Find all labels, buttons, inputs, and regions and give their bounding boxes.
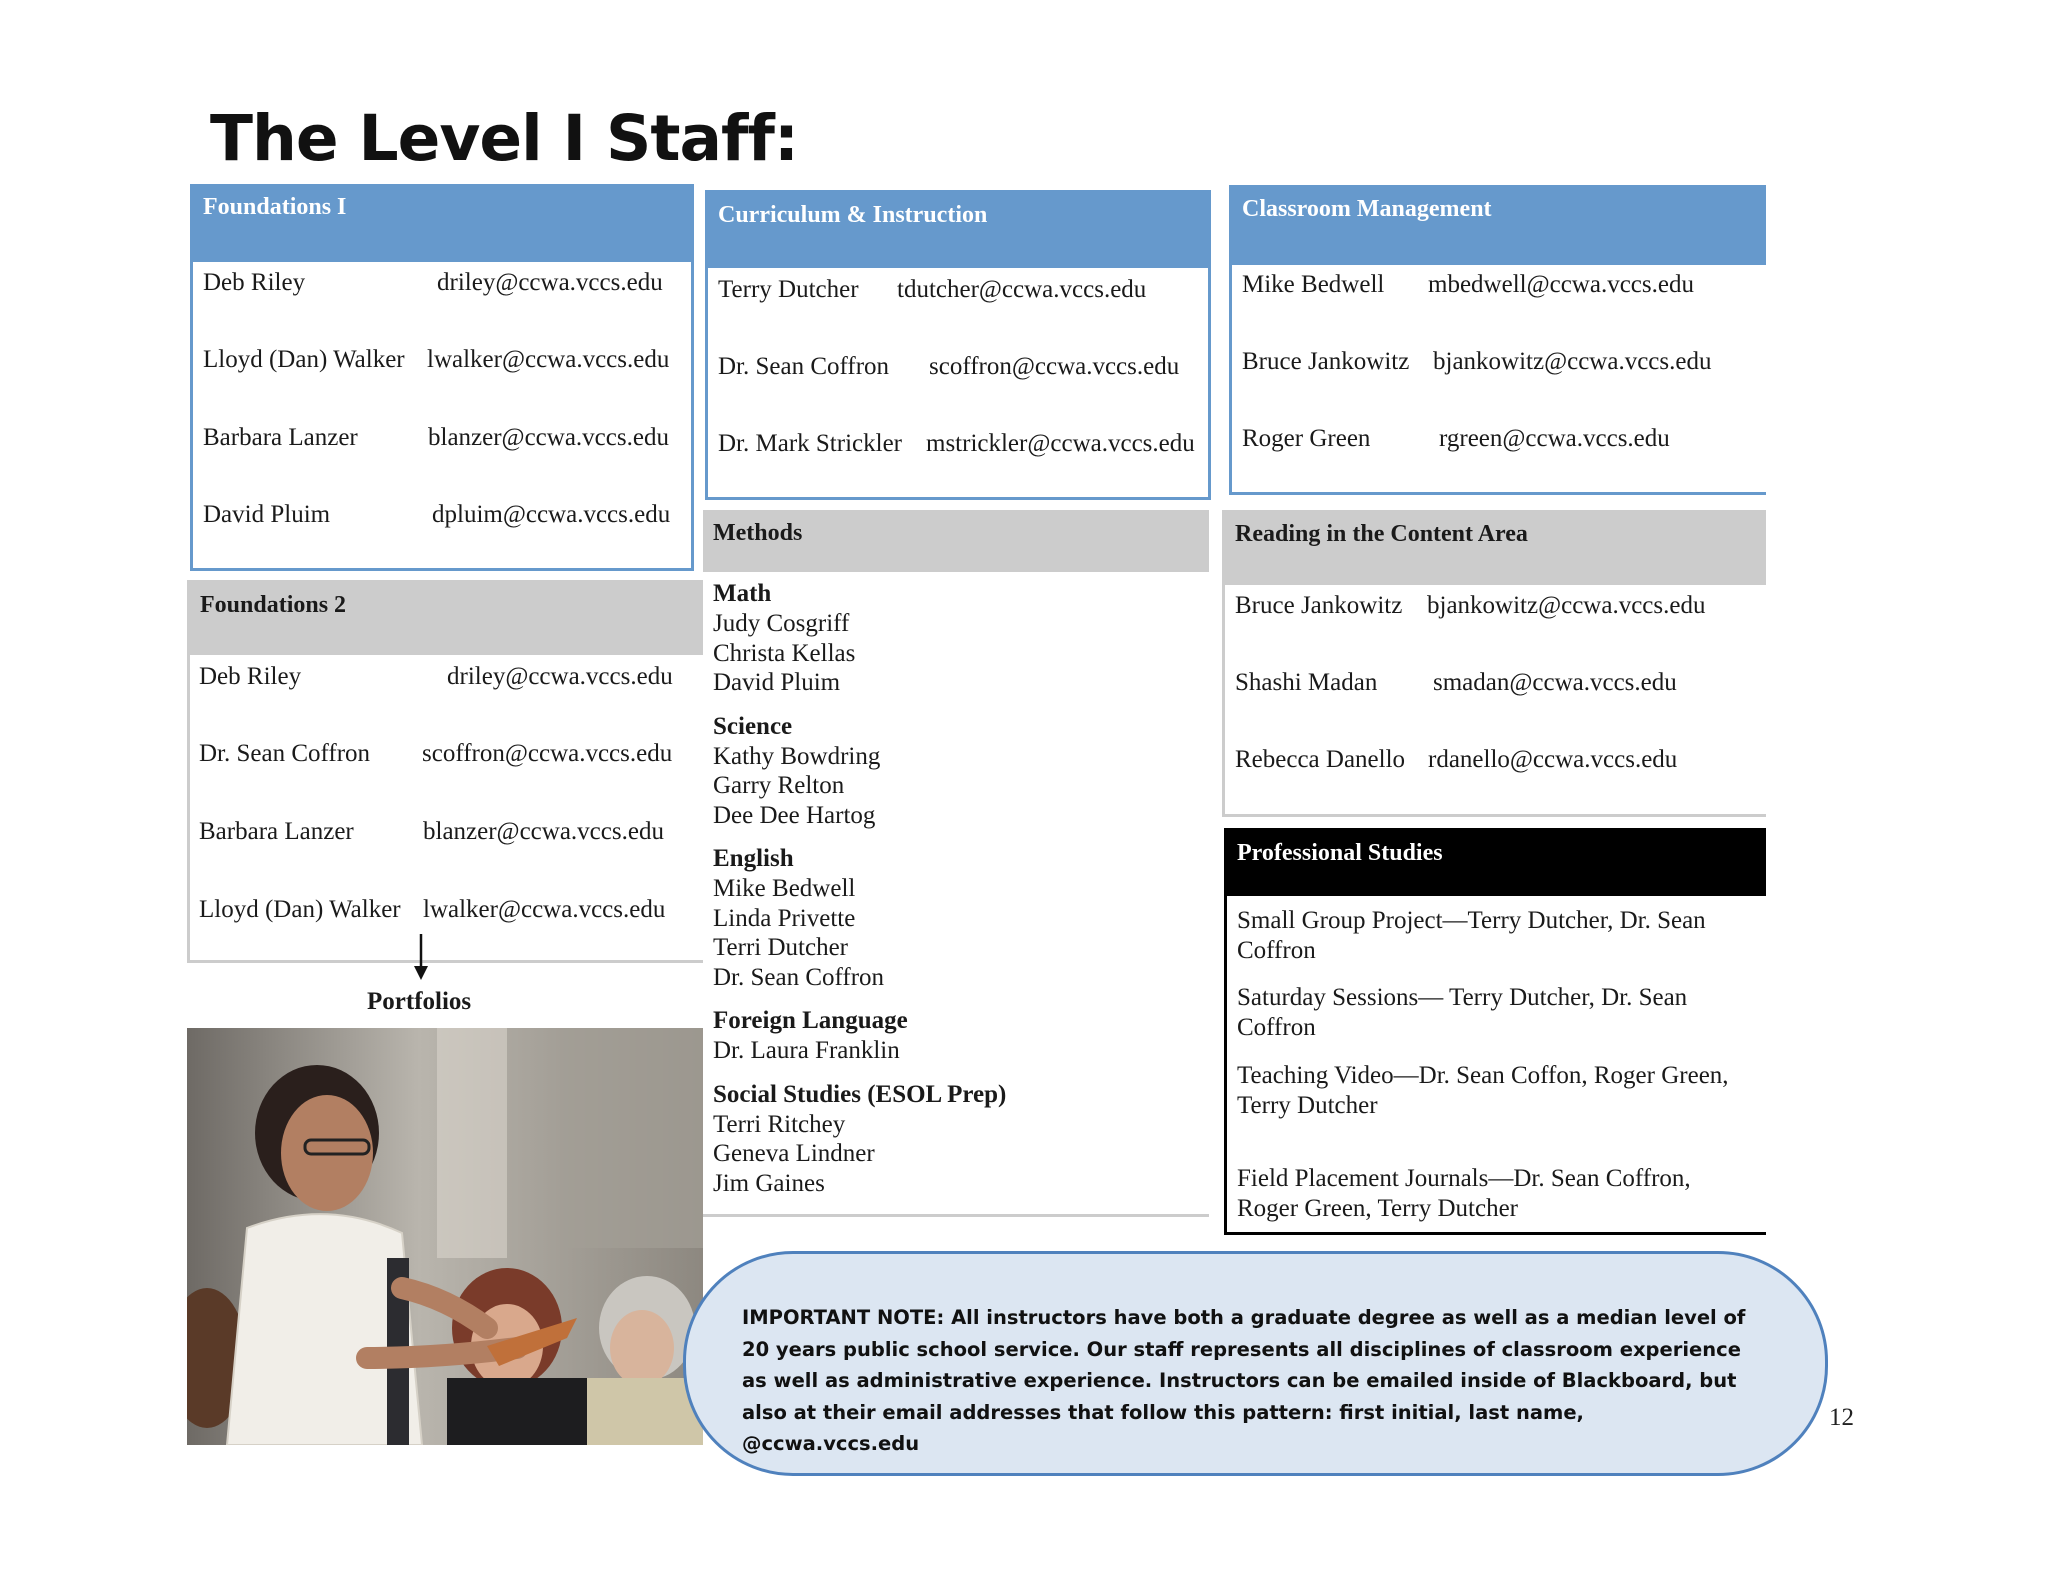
- staff-name: Mike Bedwell: [1242, 271, 1385, 298]
- staff-name: Bruce Jankowitz: [1235, 592, 1403, 619]
- staff-email: rdanello@ccwa.vccs.edu: [1428, 746, 1678, 773]
- staff-name: Geneva Lindner: [713, 1140, 875, 1167]
- staff-name: Dee Dee Hartog: [713, 801, 876, 829]
- down-arrow-icon: [410, 932, 432, 982]
- subject-title: Social Studies (ESOL Prep): [713, 1080, 1007, 1108]
- staff-name: David Pluim: [203, 501, 331, 528]
- staff-name: David Pluim: [713, 669, 841, 696]
- methods-list: [713, 579, 1006, 1212]
- instructor-photo: [187, 1028, 703, 1445]
- staff-email: mstrickler@ccwa.vccs.edu: [926, 430, 1195, 457]
- staff-name: Dr. Mark Strickler: [718, 430, 902, 457]
- staff-email: driley@ccwa.vccs.edu: [437, 269, 663, 296]
- staff-name: Jim Gaines: [713, 1169, 825, 1197]
- staff-name: Bruce Jankowitz: [1242, 348, 1410, 375]
- staff-name: Terri Dutcher: [713, 934, 848, 961]
- staff-name: Christa Kellas: [713, 639, 856, 667]
- staff-name: Lloyd (Dan) Walker: [199, 896, 401, 923]
- classroom-header: Classroom Management: [1232, 185, 1766, 265]
- methods-group: [713, 1080, 1006, 1199]
- page-title: The Level I Staff:: [210, 102, 799, 175]
- reading-card: [1222, 510, 1766, 817]
- portfolios-label: Portfolios: [367, 988, 472, 1015]
- methods-group: [713, 844, 1006, 992]
- professional-item: Teaching Video—Dr. Sean Coffon, Roger Green, Terry Dutcher: [1237, 1062, 1729, 1119]
- staff-email: dpluim@ccwa.vccs.edu: [432, 501, 671, 528]
- staff-email: driley@ccwa.vccs.edu: [447, 663, 673, 690]
- methods-header: Methods: [703, 510, 1209, 572]
- methods-group: [713, 579, 1006, 698]
- staff-name: Mike Bedwell: [713, 875, 856, 902]
- staff-email: bjankowitz@ccwa.vccs.edu: [1433, 348, 1712, 375]
- staff-email: blanzer@ccwa.vccs.edu: [428, 424, 669, 451]
- staff-name: Shashi Madan: [1235, 669, 1378, 696]
- staff-name: Dr. Sean Coffron: [713, 963, 885, 991]
- staff-email: smadan@ccwa.vccs.edu: [1433, 669, 1677, 696]
- curriculum-card: [705, 190, 1211, 500]
- subject-title: Math: [713, 580, 772, 607]
- staff-email: mbedwell@ccwa.vccs.edu: [1428, 271, 1694, 298]
- staff-email: bjankowitz@ccwa.vccs.edu: [1427, 592, 1706, 619]
- reading-header: Reading in the Content Area: [1225, 510, 1766, 585]
- classroom-card: [1229, 185, 1766, 495]
- subject-title: Foreign Language: [713, 1007, 908, 1034]
- staff-name: Terry Dutcher: [718, 276, 859, 303]
- staff-email: scoffron@ccwa.vccs.edu: [422, 740, 673, 767]
- methods-group: [713, 1006, 1006, 1066]
- staff-name: Dr. Sean Coffron: [199, 740, 371, 767]
- staff-name: Rebecca Danello: [1235, 746, 1406, 773]
- curriculum-header: Curriculum & Instruction: [708, 190, 1208, 268]
- staff-name: Dr. Laura Franklin: [713, 1037, 900, 1064]
- staff-email: scoffron@ccwa.vccs.edu: [929, 353, 1180, 380]
- staff-name: Terri Ritchey: [713, 1110, 846, 1138]
- staff-name: Barbara Lanzer: [203, 424, 358, 451]
- staff-name: Barbara Lanzer: [199, 818, 354, 845]
- page-number: 12: [1829, 1404, 1854, 1431]
- foundations1-card: [190, 184, 694, 571]
- staff-email: rgreen@ccwa.vccs.edu: [1439, 425, 1670, 452]
- important-note-text: IMPORTANT NOTE: All instructors have both a graduate degree as well as a median level of 20 years public school service. Our staff represents all disciplines of classroom experience as well as administrative experience. Instructors can be emailed inside of Blackboard, but also at their email addresses that follow this pattern: first initial, last name, @ccwa.vccs.edu: [742, 1306, 1746, 1455]
- professional-item: Small Group Project—Terry Dutcher, Dr. Sean Coffron: [1237, 907, 1706, 964]
- professional-header: Professional Studies: [1227, 828, 1766, 896]
- foundations2-card: [187, 580, 703, 963]
- staff-email: blanzer@ccwa.vccs.edu: [423, 818, 664, 845]
- foundations1-header: Foundations I: [193, 184, 691, 262]
- staff-name: Judy Cosgriff: [713, 610, 850, 637]
- staff-email: tdutcher@ccwa.vccs.edu: [897, 276, 1147, 303]
- professional-card: [1224, 828, 1766, 1235]
- staff-name: Lloyd (Dan) Walker: [203, 346, 405, 373]
- methods-group: [713, 712, 1006, 831]
- staff-name: Deb Riley: [199, 663, 302, 690]
- staff-name: Roger Green: [1242, 425, 1371, 452]
- professional-item: Saturday Sessions— Terry Dutcher, Dr. Sean Coffron: [1237, 984, 1688, 1041]
- staff-name: Kathy Bowdring: [713, 742, 881, 770]
- professional-item: Field Placement Journals—Dr. Sean Coffron, Roger Green, Terry Dutcher: [1237, 1165, 1691, 1222]
- staff-email: lwalker@ccwa.vccs.edu: [427, 346, 670, 373]
- foundations2-header: Foundations 2: [190, 580, 703, 655]
- photo-illustration: [187, 1028, 703, 1445]
- subject-title: English: [713, 845, 794, 872]
- staff-name: Linda Privette: [713, 904, 856, 932]
- staff-email: lwalker@ccwa.vccs.edu: [423, 896, 666, 923]
- subject-title: Science: [713, 712, 793, 740]
- staff-name: Deb Riley: [203, 269, 306, 296]
- staff-name: Garry Relton: [713, 772, 845, 799]
- staff-name: Dr. Sean Coffron: [718, 353, 890, 380]
- methods-card: [703, 510, 1209, 1217]
